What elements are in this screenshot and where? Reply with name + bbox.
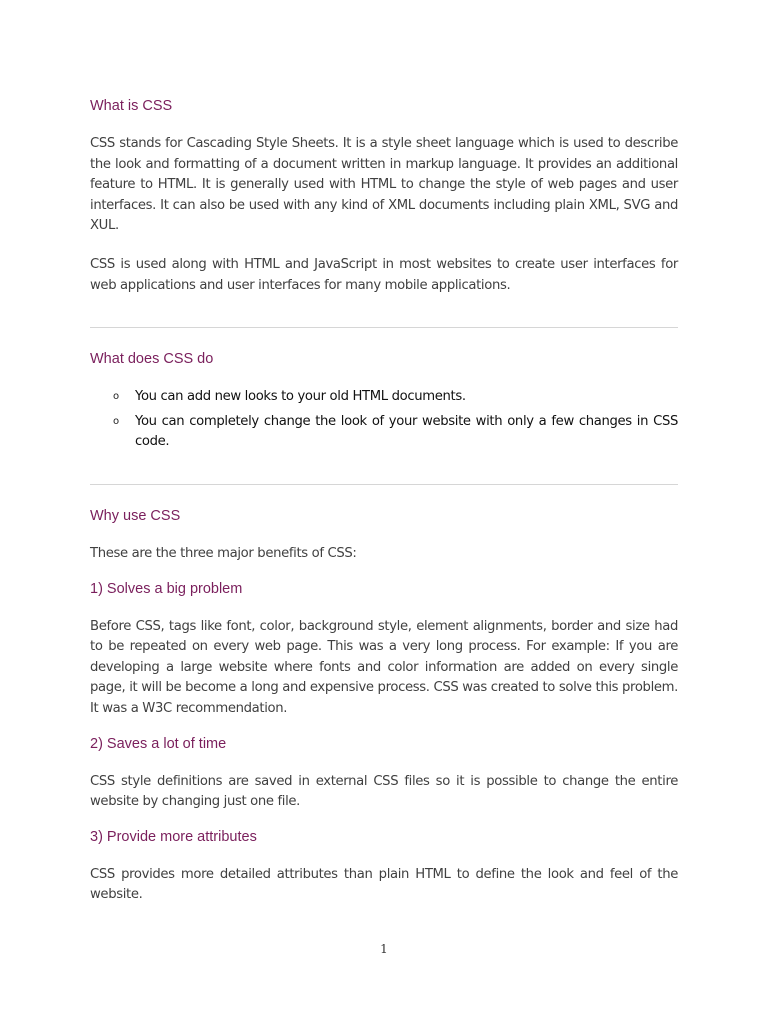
paragraph-css-usage: CSS is used along with HTML and JavaScript in most websites to create user interfaces for web applications and user interfaces for many mobile applications. (90, 256, 678, 293)
page-content (90, 96, 678, 906)
heading-why-use-css: Why use CSS (90, 507, 181, 524)
subheading-saves-time: 2) Saves a lot of time (90, 735, 227, 752)
paragraph-css-definition: CSS stands for Cascading Style Sheets. It is a style sheet language which is used to describe the look and formatting of a document written in markup language. It provides an additional feature to HTML. It is generally used with HTML to change the style of web pages and user interfaces. It can also be used with any kind of XML documents including plain XML, SVG and XUL. (90, 136, 678, 234)
list-item (113, 412, 678, 453)
list-item-text: You can completely change the look of your website with only a few changes in CSS code. (135, 413, 678, 450)
page-number: 1 (380, 942, 388, 956)
paragraph-more-attributes: CSS provides more detailed attributes than plain HTML to define the look and feel of the website. (90, 866, 678, 903)
bullet-list (90, 387, 678, 453)
paragraph-saves-time: CSS style definitions are saved in external CSS files so it is possible to change the entire website by changing just one file. (90, 773, 678, 810)
bullet-icon: o (113, 391, 119, 403)
paragraph-solves-big-problem: Before CSS, tags like font, color, background style, element alignments, border and size had to be repeated on every web page. This was a very long process. For example: If you are developing a large website where fonts and color information are added on every single page, it will be become a long and expensive process. CSS was created to solve this problem. It was a W3C recommendation. (90, 618, 678, 716)
heading-what-does-css-do: What does CSS do (90, 351, 214, 368)
subheading-more-attributes: 3) Provide more attributes (90, 828, 257, 845)
paragraph-benefits-intro: These are the three major benefits of CSS: (90, 545, 357, 561)
bullet-icon: o (113, 415, 119, 427)
list-item (113, 387, 678, 408)
list-item-text: You can add new looks to your old HTML documents. (135, 389, 466, 405)
heading-what-is-css: What is CSS (90, 98, 173, 114)
subheading-solves-big-problem: 1) Solves a big problem (90, 580, 243, 597)
